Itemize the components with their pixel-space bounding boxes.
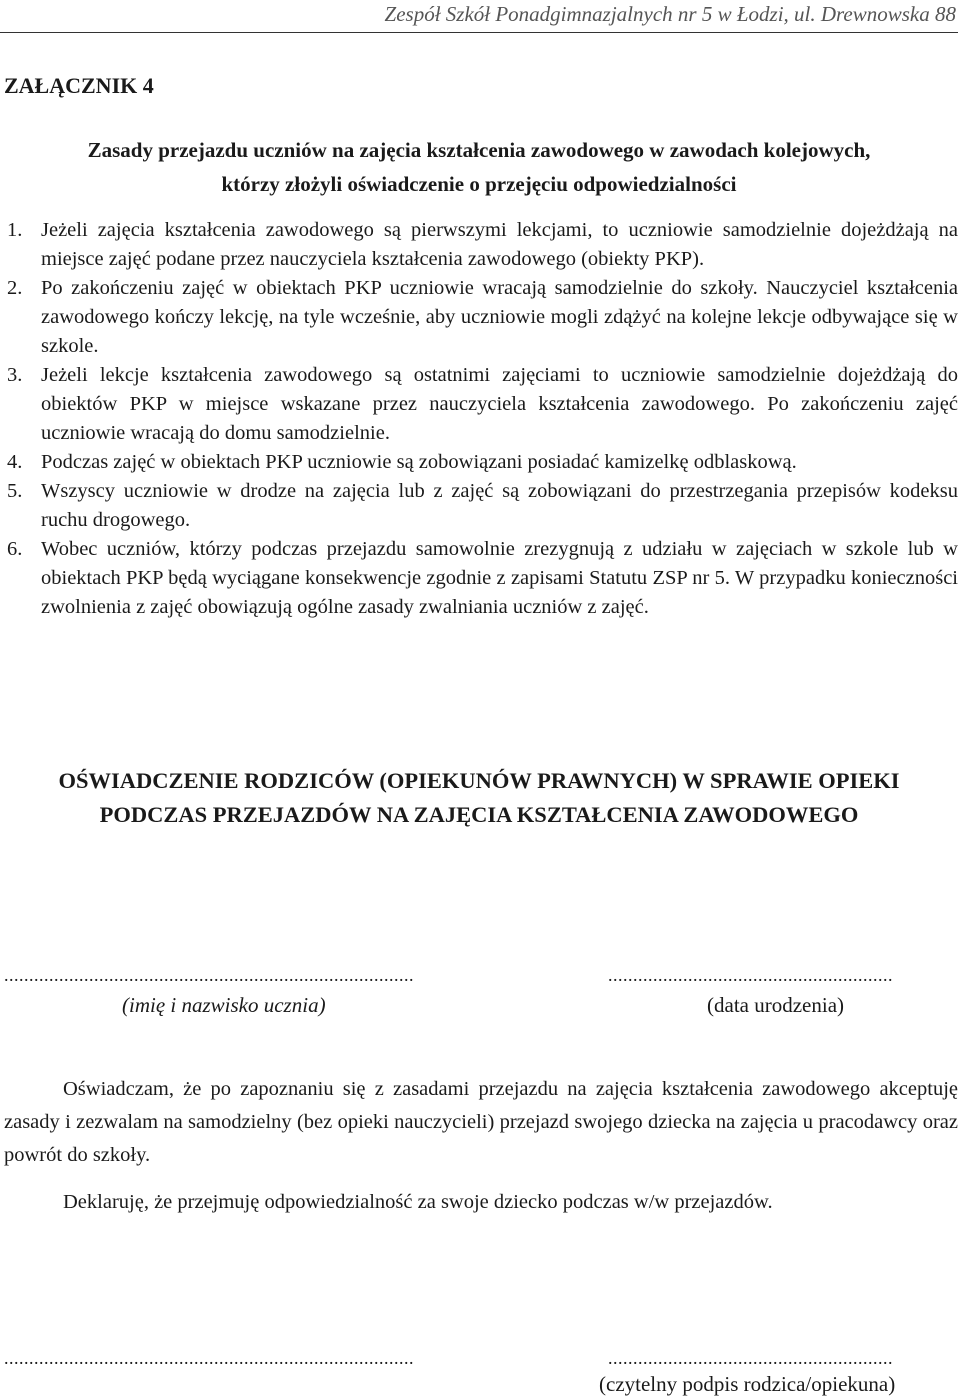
statement-title-line-1: OŚWIADCZENIE RODZICÓW (OPIEKUNÓW PRAWNYCH) W SPRAWIE OPIEKI [58, 768, 900, 793]
signature-caption: (czytelny podpis rodzica/opiekuna) [599, 1372, 896, 1396]
rules-title-line-1: Zasady przejazdu uczniów na zajęcia kształcenia zawodowego w zawodach kolejowych, [87, 138, 871, 162]
rule-number: 4. [7, 451, 23, 473]
rule-item-5 [0, 477, 958, 535]
rule-number: 2. [7, 277, 23, 299]
statement-title [0, 764, 958, 832]
rule-text: Po zakończeniu zajęć w obiektach PKP uczniowie wracają samodzielnie do szkoły. Nauczyciel kształcenia zawodowego kończy lekcję, na tyle wcześnie, aby uczniowie mogli zdążyć na kolejne lekcje odbywające się w szkole. [41, 277, 958, 357]
rule-text: Jeżeli lekcje kształcenia zawodowego są ostatnimi zajęciami to uczniowie samodzielnie dojeżdżają do obiektów PKP w miejsce wskazane przez nauczyciela kształcenia zawodowego. Po zakończeniu zajęć uczniowie wracają do domu samodzielnie. [41, 364, 958, 444]
rule-number: 3. [7, 364, 23, 386]
signature-right-field[interactable]: ......................................................... [608, 1348, 893, 1368]
rule-item-6 [0, 535, 958, 622]
student-name-caption: (imię i nazwisko ucznia) [122, 993, 326, 1017]
rule-number: 5. [7, 480, 23, 502]
student-name-field[interactable]: .................................................................................. [4, 965, 414, 985]
rule-number: 1. [7, 219, 23, 241]
rule-text: Jeżeli zajęcia kształcenia zawodowego są pierwszymi lekcjami, to uczniowie samodzielnie dojeżdżają na miejsce zajęć podane przez nauczyciela kształcenia zawodowego (obiekty PKP). [41, 219, 958, 270]
rules-list [0, 216, 958, 622]
rule-item-3 [0, 361, 958, 448]
rule-item-1 [0, 216, 958, 274]
rule-text: Wszyscy uczniowie w drodze na zajęcia lub z zajęć są zobowiązani do przestrzegania przepisów kodeksu ruchu drogowego. [41, 480, 958, 531]
consent-paragraph: Oświadczam, że po zapoznaniu się z zasadami przejazdu na zajęcia kształcenia zawodowego akceptuję zasady i zezwalam na samodzielny (bez opieki nauczycieli) przejazd swojego dziecka na zajęcia u pracodawcy oraz powrót do szkoły. [4, 1078, 958, 1166]
rule-item-4 [0, 448, 958, 477]
rule-text: Wobec uczniów, którzy podczas przejazdu samowolnie zrezygnują z udziału w zajęciach w szkole lub w obiektach PKP będą wyciągane konsekwencje zgodnie z zapisami Statutu ZSP nr 5. W przypadku konieczności zwolnienia z zajęć obowiązują ogólne zasady zwalniania uczniów z zajęć. [41, 538, 958, 618]
rules-title [0, 133, 958, 201]
school-header: Zespół Szkół Ponadgimnazjalnych nr 5 w Łodzi, ul. Drewnowska 88 [384, 2, 956, 26]
header-divider [0, 32, 958, 33]
rule-item-2 [0, 274, 958, 361]
birth-date-caption: (data urodzenia) [707, 993, 845, 1017]
responsibility-paragraph: Deklaruję, że przejmuję odpowiedzialność za swoje dziecko podczas w/w przejazdów. [63, 1191, 773, 1213]
statement-title-line-2: PODCZAS PRZEJAZDÓW NA ZAJĘCIA KSZTAŁCENIA ZAWODOWEGO [99, 802, 859, 827]
birth-date-field[interactable]: ......................................................... [608, 965, 893, 985]
rule-text: Podczas zajęć w obiektach PKP uczniowie są zobowiązani posiadać kamizelkę odblaskową. [41, 451, 797, 473]
signature-left-field[interactable]: .................................................................................. [4, 1348, 414, 1368]
rule-number: 6. [7, 538, 23, 560]
rules-title-line-2: którzy złożyli oświadczenie o przejęciu odpowiedzialności [221, 172, 737, 196]
annex-label: ZAŁĄCZNIK 4 [4, 73, 154, 98]
